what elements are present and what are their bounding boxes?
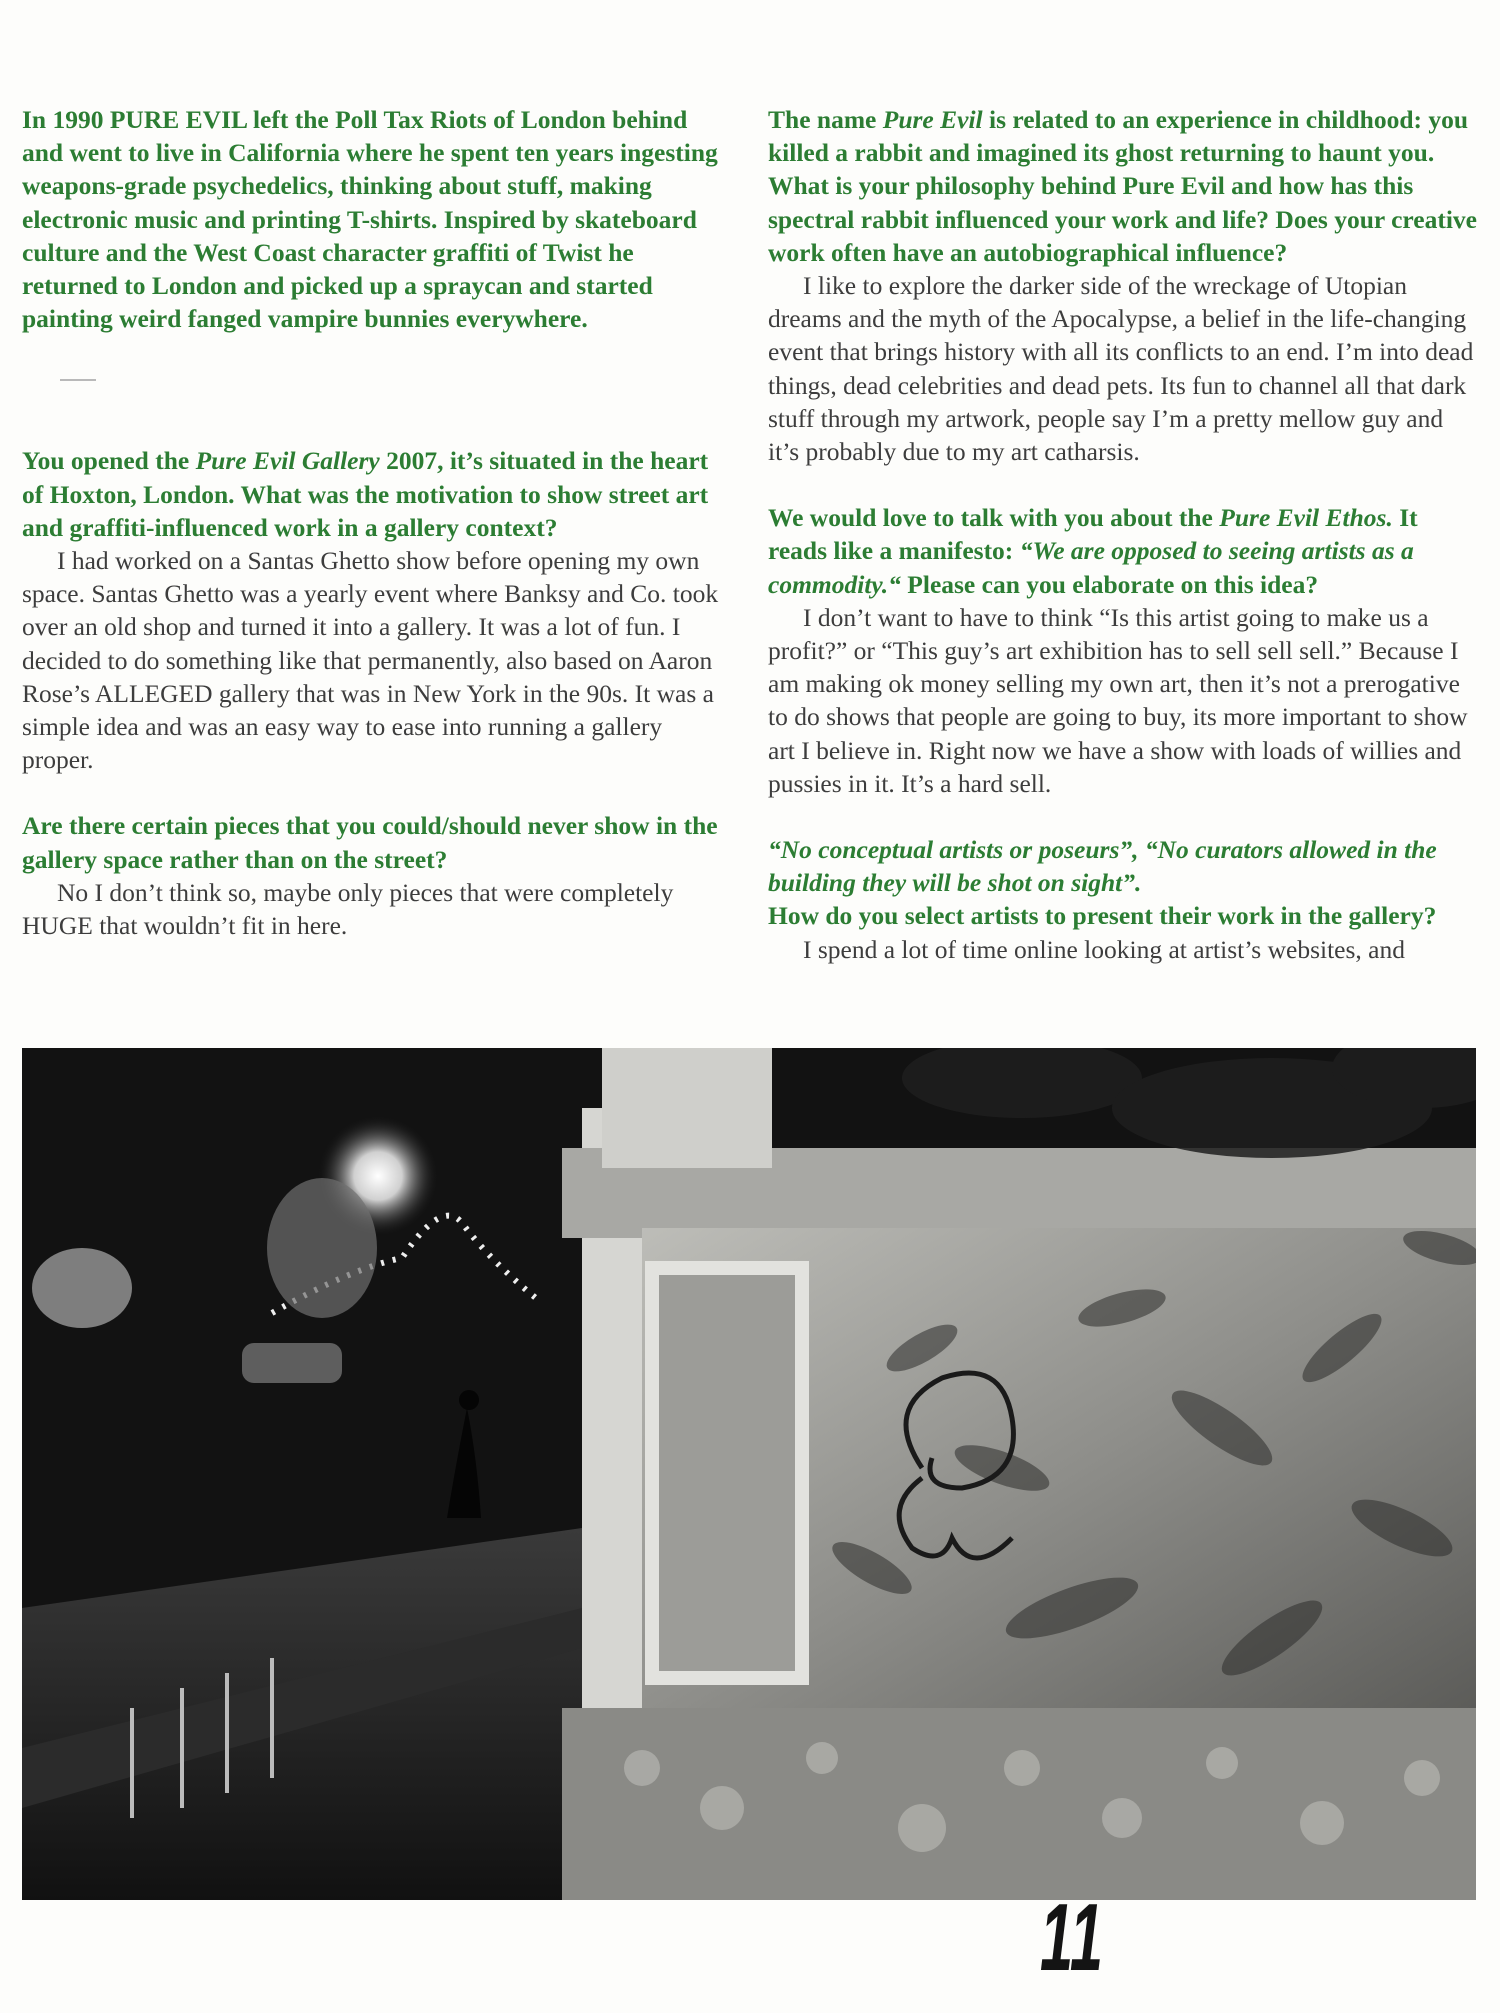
question-ethos: We would love to talk with you about the Pure Evil Ethos. It reads like a manifesto: “We are opposed to seeing artists as a commodity.“ Please can you elaborate on this idea? — [768, 503, 1418, 599]
answer-name-origin: I like to explore the darker side of the wreckage of Utopian dreams and the myth of the Apocalypse, a belief in the life-changing event that brings history with all its conflicts to an end. I’m into dead things, dead celebrities and dead pets. Its fun to channel all that dark stuff through my artwork, people say I’m a pretty mellow guy and it’s probably due to my art catharsis. — [768, 271, 1474, 467]
photo-illustration — [22, 1048, 1476, 1900]
answer-street-pieces: No I don’t think so, maybe only pieces that were completely HUGE that wouldn’t fit in here. — [22, 877, 674, 941]
stone-base — [562, 1708, 1476, 1900]
page-number: 11 — [1040, 1884, 1105, 1991]
question-street-pieces: Are there certain pieces that you could/should never show in the gallery space rather than on the street? — [22, 811, 718, 874]
answer-gallery-motivation: I had worked on a Santas Ghetto show before opening my own space. Santas Ghetto was a yearly event where Banksy and Co. took over an old shop and turned it into a gallery. It was a lot of fun. I decided to do something like that permanently, also based on Aaron Rose’s ALLEGED gallery that was in New York in the 90s. It was a simple idea and was an easy way to ease into running a gallery proper. — [22, 546, 719, 775]
left-column — [22, 103, 722, 942]
right-column — [768, 103, 1478, 966]
answer-artist-selection: I spend a lot of time online looking at artist’s websites, and — [803, 934, 1405, 964]
manifesto-quote: “No conceptual artists or poseurs”, “No curators allowed in the building they will be shot on sight”. — [768, 835, 1437, 898]
night-street-photo — [22, 1048, 1476, 1900]
parked-car — [242, 1343, 342, 1383]
answer-ethos: I don’t want to have to think “Is this artist going to make us a profit?” or “This guy’s art exhibition has to sell sell sell.” Because I am making ok money selling my own art, then it’s not a prerogative to do shows that people are going to buy, its more important to show art I believe in. Right now we have a show with loads of willies and pussies in it. It’s a hard sell. — [768, 602, 1468, 798]
intro-paragraph: In 1990 PURE EVIL left the Poll Tax Riots of London behind and went to live in California where he spent ten years ingesting weapons-grade psychedelics, thinking about stuff, making electronic music and printing T-shirts. Inspired by skateboard culture and the West Coast character graffiti of Twist he returned to London and picked up a spraycan and started painting weird fanged vampire bunnies everywhere. — [22, 105, 718, 334]
question-artist-selection: How do you select artists to present their work in the gallery? — [768, 901, 1437, 931]
question-gallery-motivation: You opened the Pure Evil Gallery 2007, it’s situated in the heart of Hoxton, London. What was the motivation to show street art and graffiti-influenced work in a gallery context? — [22, 446, 709, 542]
question-name-origin: The name Pure Evil is related to an experience in childhood: you killed a rabbit and imagined its ghost returning to haunt you. What is your philosophy behind Pure Evil and how has this spectral rabbit influenced your work and life? Does your creative work often have an autobiographical influence? — [768, 105, 1477, 267]
